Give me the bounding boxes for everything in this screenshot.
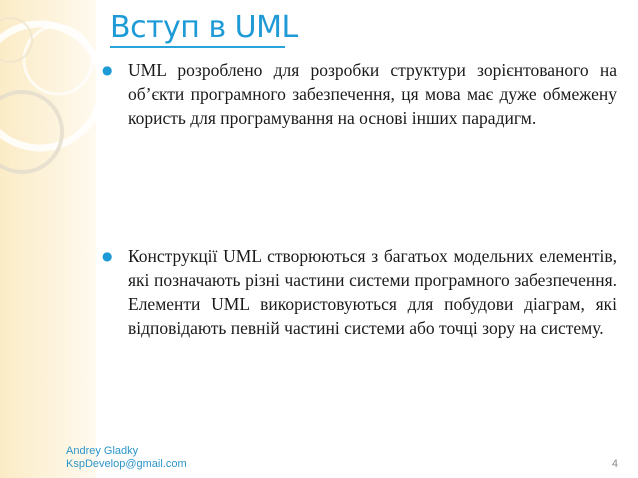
bullet-item (102, 244, 617, 340)
title-underline (110, 46, 285, 48)
bullet-text: Конструкції UML створюються з багатьох модельних елементів, які позначають різні частини системи програмного забезпечення. Елементи UML використовуються для побудови діаграм, які відповідають певній частині системи або точці зору на систему. (128, 246, 617, 338)
author-email: KspDevelop@gmail.com (66, 458, 187, 470)
author-name: Andrey Gladky (66, 445, 139, 457)
bullet-text: UML розроблено для розробки структури зорієнтованого на об’єкти програмного забезпечення, ця мова має дуже обмежену користь для програмування на основі інших парадигм. (128, 60, 617, 128)
page-number: 4 (611, 458, 618, 470)
footer-author-block (66, 445, 187, 471)
slide-title: Вступ в UML (110, 10, 298, 45)
decorative-side-band (0, 0, 96, 478)
bullet-item (102, 58, 617, 130)
ring-bullet-icon: ● (102, 249, 113, 263)
ring-bullet-icon: ● (102, 63, 113, 77)
